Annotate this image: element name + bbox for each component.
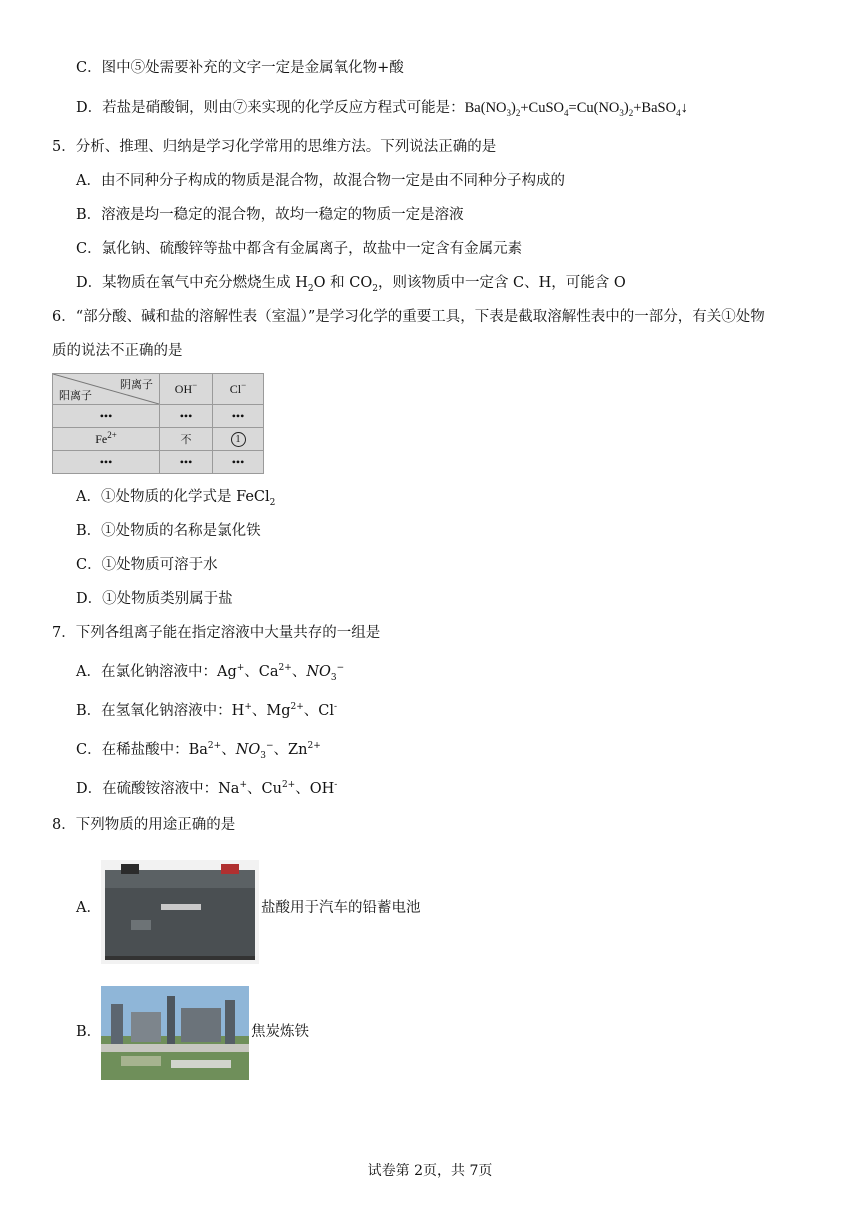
q8-option-b-letter: B． xyxy=(76,1024,102,1040)
chemical-equation: $Ba(NO_3)_2+CuSO_4=Cu(NO_3)_2+BaSO_4↓$ xyxy=(464,100,688,118)
q5-option-a: A．由不同种分子构成的物质是混合物，故混合物一定是由不同种分子构成的 xyxy=(76,173,565,189)
header-chloride: Cl− xyxy=(213,374,264,405)
q5-option-b: B．溶液是均一稳定的混合物，故均一稳定的物质一定是溶液 xyxy=(76,207,464,223)
q6-option-b: B．①处物质的名称是氯化铁 xyxy=(76,523,261,539)
cell-insoluble: 不 xyxy=(160,428,213,451)
steel-plant-image xyxy=(101,986,249,1080)
q4-option-d: D．若盐是硝酸铜，则由⑦来实现的化学反应方程式可能是：$Ba(NO_3)_2+CuSO_4=Cu(NO_3)_2+BaSO_4↓$ xyxy=(76,100,688,118)
q7-option-a: A．在氯化钠溶液中：Ag+、$Ca^{2+}$、$NO_3^-$ xyxy=(76,663,345,683)
table-cell: ••• xyxy=(53,405,160,428)
header-hydroxide: OH− xyxy=(160,374,213,405)
q5-stem: 5．分析、推理、归纳是学习化学常用的思维方法。下列说法正确的是 xyxy=(52,139,497,155)
row-header-fe: $Fe^{2+}$ xyxy=(53,428,160,451)
cation-label: 阳离子 xyxy=(59,390,92,402)
q8-option-b-text: 焦炭炼铁 xyxy=(251,1024,309,1040)
solubility-table xyxy=(52,373,264,474)
q4-option-c: C．图中⑤处需要补充的文字一定是金属氧化物+酸 xyxy=(76,60,404,76)
table-cell: ••• xyxy=(160,451,213,474)
q7-option-c: C．在稀盐酸中：$Ba^{2+}$、$NO_3^-$、$Zn^{2+}$ xyxy=(76,741,321,761)
anion-label: 阴离子 xyxy=(120,379,153,391)
lead-acid-battery-image xyxy=(101,860,259,964)
q5-option-c: C．氯化钠、硫酸锌等盐中都含有金属离子，故盐中一定含有金属元素 xyxy=(76,241,523,257)
table-cell: ••• xyxy=(213,451,264,474)
cell-mark-1 xyxy=(213,428,264,451)
q6-stem-line1: 6．“部分酸、碱和盐的溶解性表（室温）”是学习化学的重要工具，下表是截取溶解性表中的一部分，有关①处物 xyxy=(52,309,765,325)
page-footer: 试卷第 2页，共 7页 xyxy=(367,1163,493,1179)
q6-stem-line2: 质的说法不正确的是 xyxy=(52,343,183,359)
q7-option-d: D．在硫酸铵溶液中：Na+、$Cu^{2+}$、OH- xyxy=(76,780,338,797)
table-cell: ••• xyxy=(53,451,160,474)
q6-option-d: D．①处物质类别属于盐 xyxy=(76,591,233,607)
table-header-corner xyxy=(53,374,160,405)
q6-option-a: A．①处物质的化学式是 FeCl$_2$ xyxy=(76,489,276,508)
q8-stem: 8．下列物质的用途正确的是 xyxy=(52,817,236,833)
q8-option-a-text: 盐酸用于汽车的铅蓄电池 xyxy=(261,900,421,916)
q6-option-c: C．①处物质可溶于水 xyxy=(76,557,218,573)
q7-option-b: B．在氢氧化钠溶液中：H+、$Mg^{2+}$、Cl- xyxy=(76,702,338,719)
table-cell: ••• xyxy=(213,405,264,428)
circled-one-icon: 1 xyxy=(231,432,246,447)
q5-option-d: D．某物质在氧气中充分燃烧生成 $H_2O$ 和 $CO_2$，则该物质中一定含 C、H，可能含 O xyxy=(76,275,626,294)
q8-option-a-letter: A． xyxy=(76,900,101,916)
table-cell: ••• xyxy=(160,405,213,428)
q7-stem: 7．下列各组离子能在指定溶液中大量共存的一组是 xyxy=(52,625,381,641)
